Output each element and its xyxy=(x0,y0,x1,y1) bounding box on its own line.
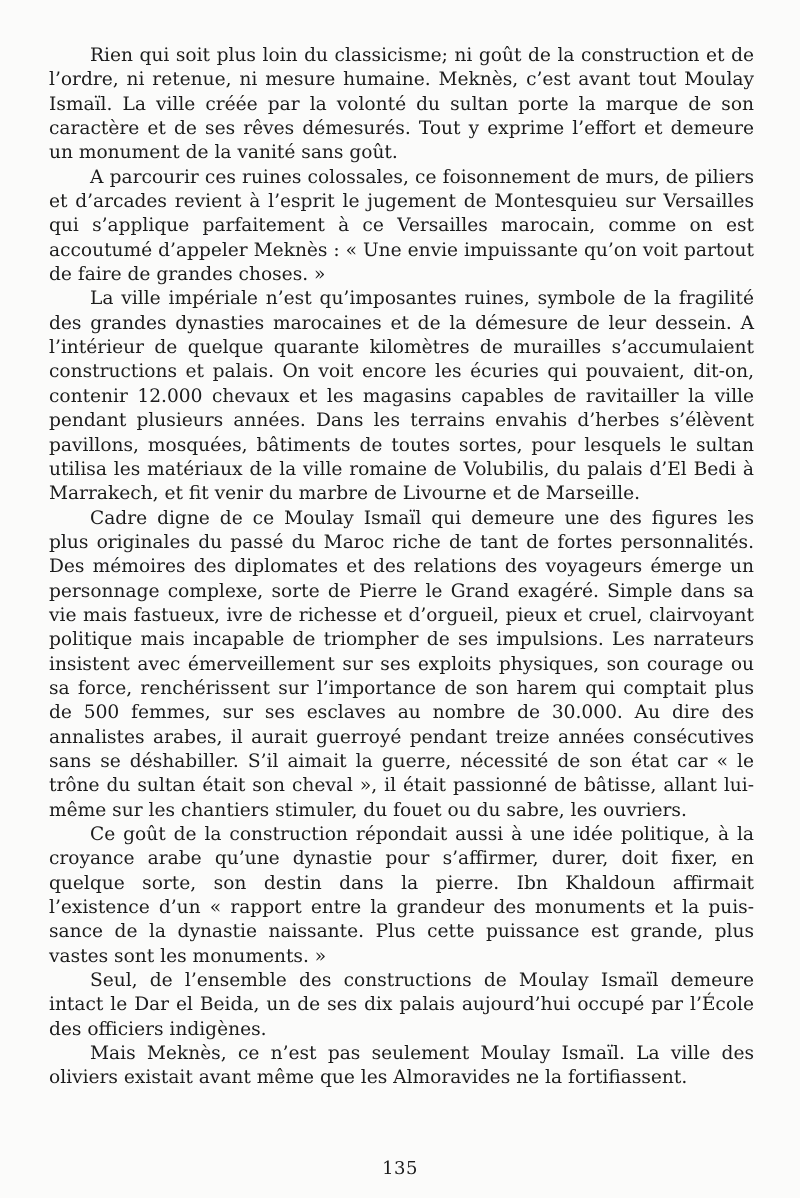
body-text xyxy=(49,44,754,1091)
paragraph: Seul, de l’ensemble des constructions de Moulay Ismaïl demeure intact le Dar el Beida, un de ses dix palais aujourd’hui occupé par l’École des officiers indigènes. xyxy=(49,970,754,1040)
paragraph: A parcourir ces ruines colossales, ce foisonnement de murs, de piliers et d’arcades revient à l’esprit le jugement de Montesquieu sur Versailles qui s’applique parfaitement à ce Versailles marocain, comme on est accoutumé d’appeler Meknès : « Une envie impuissante qu’on voit partout de faire de grandes choses. » xyxy=(49,166,754,286)
paragraph: La ville impériale n’est qu’imposantes ruines, symbole de la fragilité des grandes dynasties marocaines et de la démesure de leur dessein. A l’intérieur de quelque quarante kilomètres de murailles s’accumulaient constructions et palais. On voit encore les écuries qui pouvaient, dit-on, contenir 12.000 chevaux et les magasins capables de ravitailler la ville pendant plusieurs années. Dans les terrains envahis d’herbes s’élèvent pavillons, mosquées, bâtiments de toutes sortes, pour lesquels le sultan utilisa les matériaux de la ville romaine de Volubilis, du palais d’El Bedi à Marrakech, et fit venir du marbre de Livourne et de Marseille. xyxy=(49,288,754,505)
page-number: 135 xyxy=(382,1158,418,1179)
paragraph: Cadre digne de ce Moulay Ismaïl qui demeure une des figures les plus originales du passé du Maroc riche de tant de fortes personnalités. Des mémoires des diplomates et des relations des voyageurs émerge un personnage complexe, sorte de Pierre le Grand exagéré. Simple dans sa vie mais fastueux, ivre de richesse et d’orgueil, pieux et cruel, clairvoyant politique mais incapable de triompher de ses impulsions. Les narrateurs insistent avec émerveillement sur ses exploits physiques, son courage ou sa force, renchérissent sur l’importance de son harem qui comptait plus de 500 femmes, sur ses esclaves au nombre de 30.000. Au dire des annalistes arabes, il aurait guerroyé pendant treize années consécutives sans se déshabiller. S’il aimait la guerre, nécessité de son état car « le trône du sultan était son cheval », il était passionné de bâtisse, allant lui-même sur les chantiers stimuler, du fouet ou du sabre, les ouvriers. xyxy=(49,507,754,821)
paragraph: Ce goût de la construction répondait aussi à une idée politique, à la croyance arabe qu’une dynastie pour s’affirmer, durer, doit fixer, en quelque sorte, son destin dans la pierre. Ibn Khaldoun affirmait l’existence d’un « rapport entre la grandeur des monuments et la puissance de la dynastie naissante. Plus cette puissance est grande, plus vastes sont les monuments. » xyxy=(49,824,754,967)
paragraph: Rien qui soit plus loin du classicisme; ni goût de la construction et de l’ordre, ni retenue, ni mesure humaine. Meknès, c’est avant tout Moulay Ismaïl. La ville créée par la volonté du sultan porte la marque de son caractère et de ses rêves démesurés. Tout y exprime l’effort et demeure un monument de la vanité sans goût. xyxy=(49,45,754,164)
paragraph: Mais Meknès, ce n’est pas seulement Moulay Ismaïl. La ville des oliviers existait avant même que les Almoravides ne la fortifiassent. xyxy=(49,1043,754,1089)
